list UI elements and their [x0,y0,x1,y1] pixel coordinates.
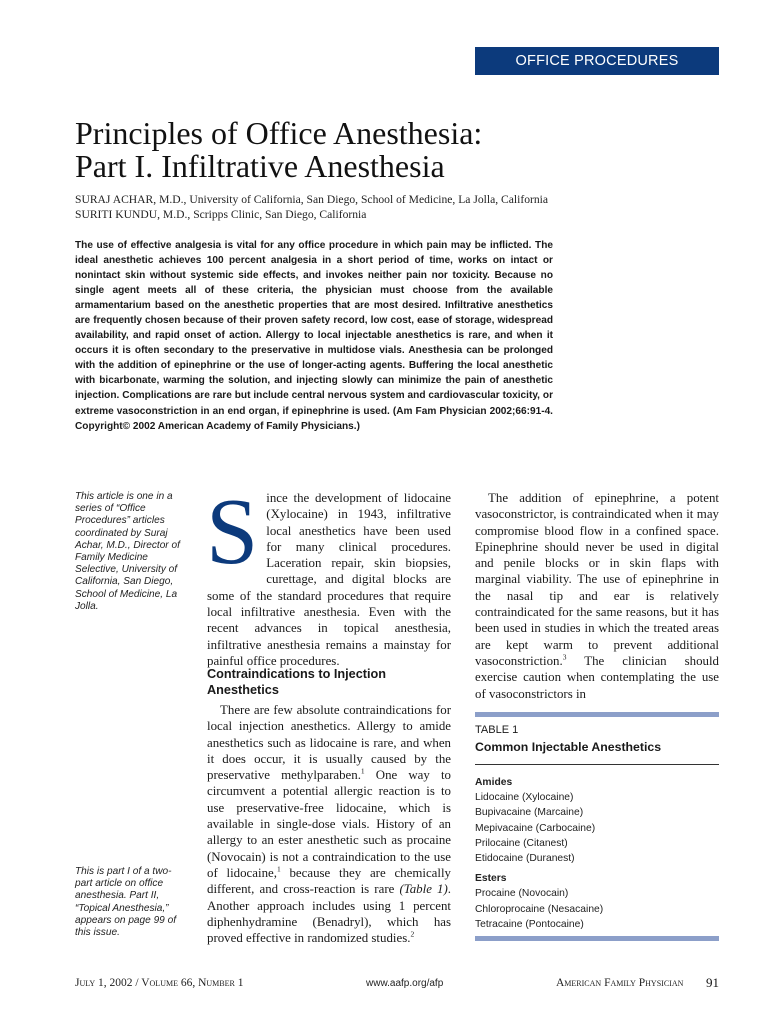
abstract: The use of effective analgesia is vital for any office procedure in which pain may be inflicted. The ideal anesthetic achieves 100 percent analgesia in a short period of time, works on intact or nonintact skin without systemic side effects, and invokes neither pain nor toxicity. Because no single agent meets all of these criteria, the physician must choose from the available armamentarium based on the anesthetic properties that are most desired. Infiltrative anesthetics are frequently chosen because of their proven safety record, low cost, ease of storage, widespread availability, and rapid onset of action. Allergy to local injectable anesthetics is rare, and when it occurs it is often secondary to the preservative in multidose vials. Anesthesia can be prolonged with the addition of epinephrine or the use of longer-acting agents. Buffering the local anesthetic with bicarbonate, warming the solution, and injecting slowly can minimize the pain of anesthetic injection. Complications are rare but include central nervous system and cardiovascular toxicity, or extreme vasoconstriction in an end organ, if epinephrine is used. (Am Fam Physician 2002;66:91-4. Copyright© 2002 American Academy of Family Physicians.) [75,240,553,432]
table-row: Procaine (Novocain) [475,888,569,900]
journal-name: American Family Physician [556,977,684,989]
section-heading: Contraindications to Injection Anesthetics [207,667,387,697]
citation-ref: 3 [562,652,567,662]
table-row: Lidocaine (Xylocaine) [475,792,574,804]
table-row: Bupivacaine (Marcaine) [475,807,584,819]
part-sidenote: This is part I of a two-part article on office anesthesia. Part II, “Topical Anesthesia,” appears on page 99 of this issue. [75,866,177,939]
table-row: Mepivacaine (Carbocaine) [475,822,596,834]
article-title [75,117,715,183]
title-line-1: Principles of Office Anesthesia: [75,115,483,151]
table-group-heading: Esters [475,873,507,885]
table-group-heading: Amides [475,777,513,788]
journal-url[interactable]: www.aafp.org/afp [366,978,444,989]
drop-cap: S [206,480,259,584]
contra-text-2: One way to circumvent a potential allergic reaction is to use preservative-free lidocaine, which is available in single-dose vials. History of an allergy to an ester anesthetic such as procaine (Novocain) is not a contraindication to the use of lidocaine, [207,768,451,880]
series-sidenote: This article is one in a series of “Office Procedures” articles coordinated by Suraj Achar, M.D., Director of Family Medicine Selective, University of California, San Diego, School of Medicine, La Jolla. [75,491,180,612]
table-bottom-bar [475,936,719,941]
anesthetics-table [475,773,719,932]
citation-ref: 1 [276,864,281,874]
contraindications-paragraph [207,702,451,946]
author-list [75,192,715,222]
table-reference: (Table 1) [399,882,448,897]
author-1: SURAJ ACHAR, M.D., University of California, San Diego, School of Medicine, La Jolla, California [75,193,549,206]
table-row: Chloroprocaine (Nesacaine) [475,903,604,915]
section-banner: OFFICE PROCEDURES [475,47,719,75]
table-rule [475,764,719,765]
page-number: 91 [706,975,719,990]
intro-paragraph [206,480,451,669]
epi-text-2: The clinician should exercise caution when contemplating the use of vasoconstrictors in [475,653,719,701]
title-line-2: Part I. Infiltrative Anesthesia [75,148,445,184]
citation-ref: 1 [360,766,365,776]
issue-info: July 1, 2002 / Volume 66, Number 1 [75,977,244,989]
table-label: TABLE 1 [475,724,519,736]
table-row: Etidocaine (Duranest) [475,853,575,865]
table-row: Tetracaine (Pontocaine) [475,918,584,930]
author-2: SURITI KUNDU, M.D., Scripps Clinic, San Diego, California [75,208,367,221]
epi-text-1: The addition of epinephrine, a potent vasoconstrictor, is contraindicated when it may compromise blood flow in a confined space. Epinephrine should never be used in digital and penile blocks or in skin flaps with marginal viability. The use of epinephrine in the nasal tip and ear is relatively contraindicated for the same reasons, but it has been used in studies in which the treated areas are kept warm to prevent additional vasoconstriction. [475,491,719,668]
contra-text-3: because they are chemically different, and cross-reaction is rare [207,865,451,897]
table-title: Common Injectable Anesthetics [475,740,662,754]
citation-ref: 2 [410,929,415,939]
contra-text-4: . Another approach includes using 1 percent diphenhydramine (Benadryl), which has proved effective in randomized studies. [207,882,452,946]
intro-text: ince the development of lidocaine (Xylocaine) in 1943, infiltrative local anesthetics have been used for many clinical procedures. Laceration repair, skin biopsies, curettage, and digital blocks are some of the standard procedures that require local infiltrative anesthesia. Even with the recent advances in topical anesthesia, infiltrative anesthesia remains a mainstay for painful office procedures. [207,491,451,668]
table-row: Prilocaine (Citanest) [475,837,568,849]
contra-text-1: There are few absolute contraindications for local injection anesthetics. Allergy to amide anesthetics such as lidocaine is rare, and when it does occur, it is usually caused by the preservative methylparaben. [207,703,451,783]
epinephrine-paragraph [475,490,719,702]
table-top-bar [475,712,719,717]
